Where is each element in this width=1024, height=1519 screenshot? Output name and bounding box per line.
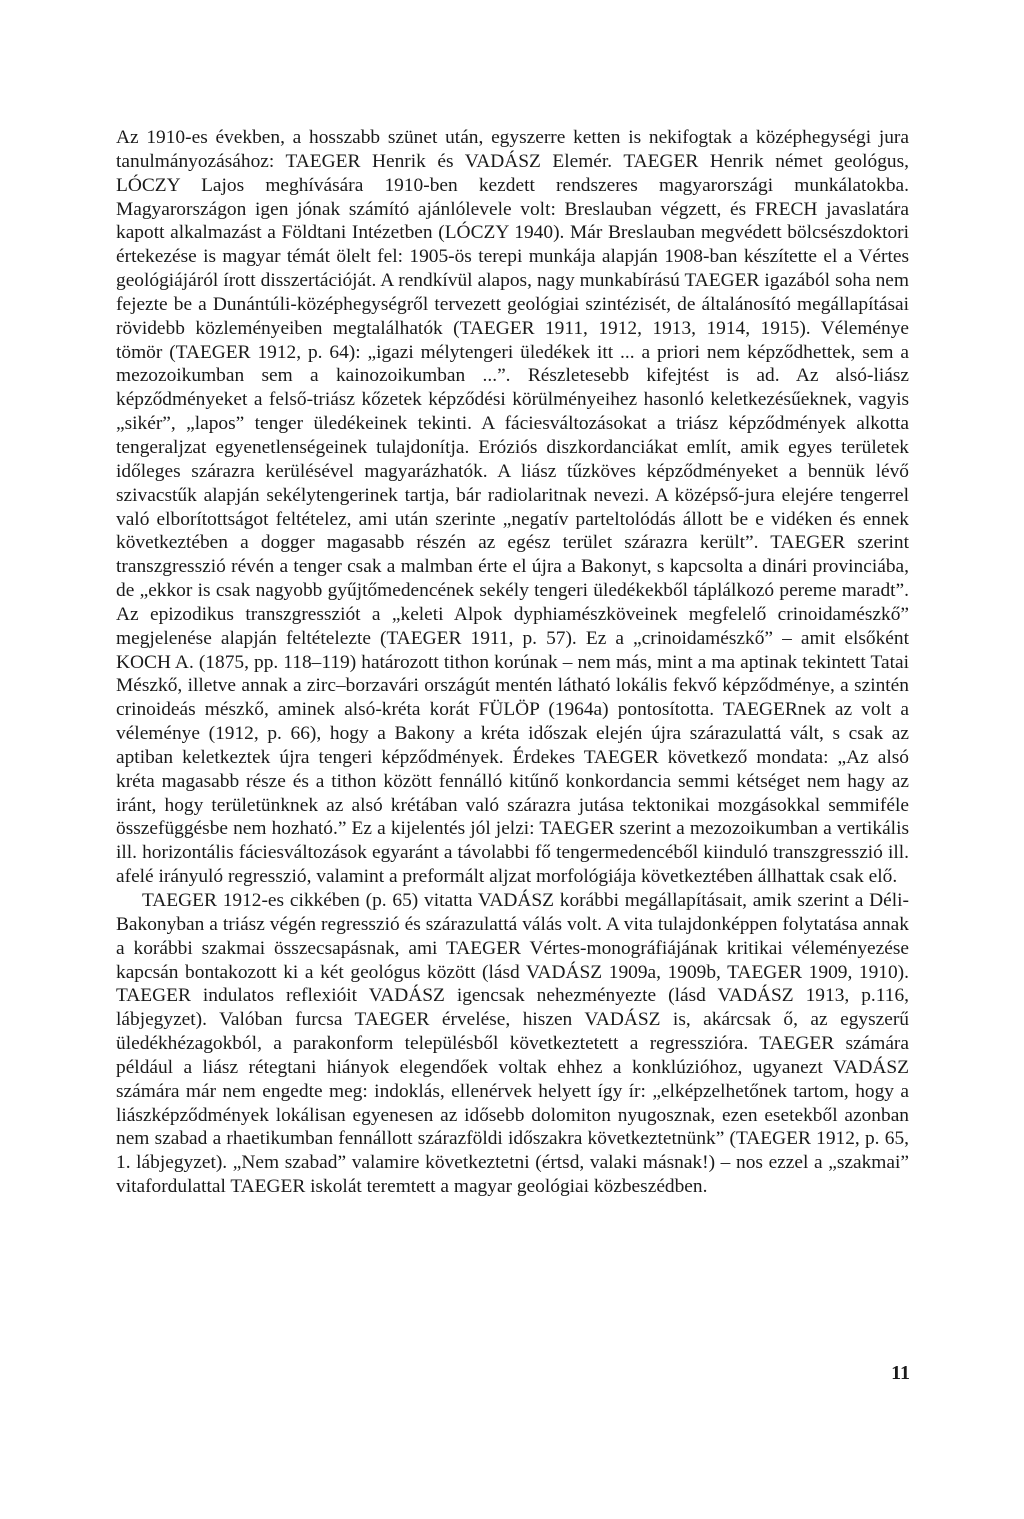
- paragraph-1: Az 1910-es években, a hosszabb szünet után, egyszerre ketten is nekifogtak a középhegységi jura tanulmányozásához: TAEGER Henrik és VADÁSZ Elemér. TAEGER Henrik német geológus, LÓCZY Lajos meghívására 1910-ben kezdett rendszeres magyarországi munkálatokba. Magyarországon igen jónak számító ajánlólevele volt: Breslauban végzett, és FRECH javaslatára kapott alkalmazást a Földtani Intézetben (LÓCZY 1940). Már Breslauban megvédett bölcsészdoktori értekezése is magyar témát ölelt fel: 1905-ös terepi munkája alapján 1908-ban készítette el a Vértes geológiájáról írott disszertációját. A rendkívül alapos, nagy munkabírású TAEGER igazából soha nem fejezte be a Dunántúli-középhegységről tervezett geológiai szintézisét, de általánosító megállapításai rövidebb közleményeiben megtalálhatók (TAEGER 1911, 1912, 1913, 1914, 1915). Véleménye tömör (TAEGER 1912, p. 64): „igazi mélytengeri üledékek itt ... a priori nem képződhettek, sem a mezozoikumban sem a kainozoikumban ...”. Részletesebb kifejtést is ad. Az alsó-liász képződményeket a felső-triász kőzetek képződési körülményeihez hasonló keletkezésűeknek, vagyis „sikér”, „lapos” tenger üledékeinek tekinti. A fáciesváltozásokat a triász képződmények alkotta tengeraljzat egyenetlenségeinek tulajdonítja. Eróziós diszkordanciákat említ, amik egyes területek időleges szárazra kerülésével magyarázhatók. A liász tűzköves képződményeket a bennük lévő szivacstűk alapján sekélytengerinek tartja, bár radiolaritnak nevezi. A középső-jura elejére tengerrel való elborítottságot feltételez, ami után szerinte „negatív parteltolódás állott be e vidéken és ennek következtében a dogger magasabb részén az egész terület szárazra került”. TAEGER szerint transzgresszió révén a tenger csak a malmban érte el újra a Bakonyt, s kapcsolta a dinári provinciába, de „ekkor is csak nagyobb gyűjtőmedencének sekély tengeri üledékekből táplálkozó pereme maradt”. Az epizodikus transzgressziót a „keleti Alpok dyphiamészköveinek megfelelő crinoidamészkő” megjelenése alapján feltételezte (TAEGER 1911, p. 57). Ez a „crinoidamészkő” – amit elsőként KOCH A. (1875, pp. 118–119) határozott tithon korúnak – nem más, mint a ma aptinak tekintett Tatai Mészkő, illetve annak a zirc–borzavári országút mentén látható lokális fekvő képződménye, a szintén crinoideás mészkő, aminek alsó-kréta korát FÜLÖP (1964a) pontosította. TAEGERnek az volt a véleménye (1912, p. 66), hogy a Bakony a kréta időszak elején újra szárazulattá vált, s csak az aptiban keletkeztek újra tengeri képződmények. Érdekes TAEGER következő mondata: „Az alsó kréta magasabb része és a tithon között fennálló kitűnő konkordancia semmi kétséget nem hagy az iránt, hogy területünknek az alsó krétában való szárazra jutása tektonikai mozgásokkal semmiféle összefüggésbe nem hozható.” Ez a kijelentés jól jelzi: TAEGER szerint a mezozoikumban a vertikális ill. horizontális fáciesváltozások egyaránt a távolabbi fő tengermedencéből kiinduló transzgresszió ill. afelé irányuló regresszió, valamint a preformált aljzat morfológiája következtében állhattak csak elő.: [116, 127, 909, 888]
- paragraph-2: TAEGER 1912-es cikkében (p. 65) vitatta VADÁSZ korábbi megállapításait, amik szerint a Déli-Bakonyban a triász végén regresszió és szárazulattá válás volt. A vita tulajdonképpen folytatása annak a korábbi szakmai összecsapásnak, ami TAEGER Vértes-monográfiájának kritikai véleményezése kapcsán bontakozott ki a két geológus között (lásd VADÁSZ 1909a, 1909b, TAEGER 1909, 1910). TAEGER indulatos reflexióit VADÁSZ igencsak nehezményezte (lásd VADÁSZ 1913, p.116, lábjegyzet). Valóban furcsa TAEGER érvelése, hiszen VADÁSZ is, akárcsak ő, az egyszerű üledékhézagokból, a parakonform településből következtetett a regresszióra. TAEGER számára például a liász rétegtani hiányok elegendőek voltak ehhez a konklúzióhoz, ugyanezt VADÁSZ számára már nem engedte meg: indoklás, ellenérvek helyett így ír: „elképzelhetőnek tartom, hogy a liászképződmények lokálisan egyenesen az idősebb dolomiton nyugosznak, ezen esetekből azonban nem szabad a rhaetikumban fennállott szárazföldi időszakra következtetnünk” (TAEGER 1912, p. 65, 1. lábjegyzet). „Nem szabad” valamire következtetni (értsd, valaki másnak!) – nos ezzel a „szakmai” vitafordulattal TAEGER iskolát teremtett a magyar geológiai közbeszédben.: [116, 890, 909, 1198]
- page-number: 11: [891, 1362, 910, 1384]
- body-text: [116, 126, 909, 1199]
